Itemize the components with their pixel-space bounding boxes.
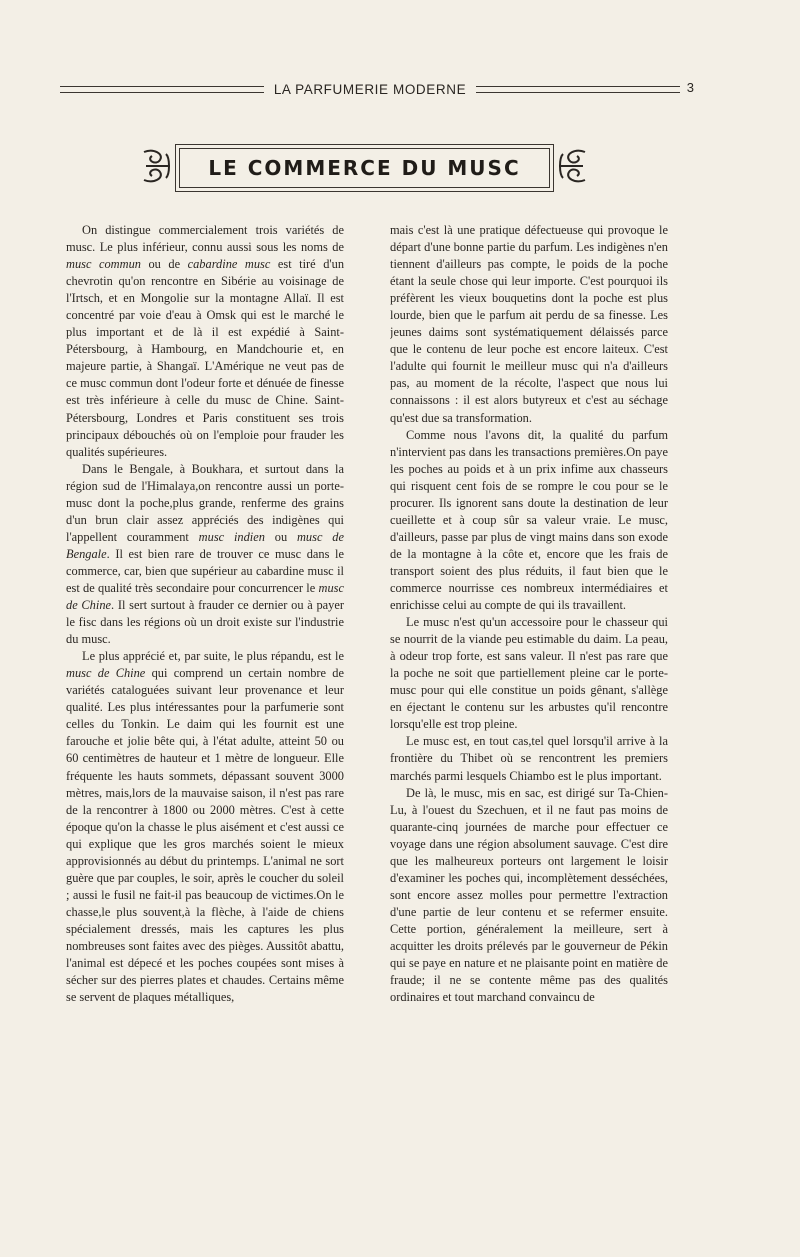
paragraph: Comme nous l'avons dit, la qualité du parfum n'intervient pas dans les transactions premières.On paye les poches au poids et à un prix infime aux chasseurs qui risquent cent fois de se rompre le cou pour se le procurer. Ils ignorent sans doute la destination de leur cueillette et à coup sûr sa valeur vraie. Le musc, d'ailleurs, passe par plus de vingt mains dans son exode de la montagne à la côte et, encore que les frais de transport soient des plus réduits, il faut bien que le commerce nourrisse ces nombreux intermédiaires et enrichisse celui au compte de qui ils travaillent.: [390, 427, 668, 613]
journal-title: LA PARFUMERIE MODERNE: [273, 81, 467, 97]
paragraph: [66, 461, 344, 649]
paragraph: De là, le musc, mis en sac, est dirigé sur Ta-Chien-Lu, à l'ouest du Szechuen, et il ne faut pas moins de quarante-cinq journées de marche pour effectuer ce voyage dans une région absolument sauvage. C'est dire que les malheureux porteurs ont largement le loisir d'examiner les poches qui, incomplètement desséchées, sont encore assez molles pour permettre l'extraction d'une partie de leur contenu et se refermer ensuite. Cette portion, généralement la meilleure, sert à acquitter les droits prélevés par le gouverneur de Pékin qui se paye en nature et ne plaisante point en matière de fraude; il ne se contente même pas des qualités ordinaires et tout marchand convaincu de: [390, 785, 668, 1005]
text-run: ou: [264, 529, 297, 544]
italic-term: musc de Chine: [66, 666, 146, 681]
header-rule-right: [476, 86, 680, 93]
text-run: On distingue commercialement trois variétés de musc. Le plus inférieur, connu aussi sous les noms de: [66, 223, 344, 255]
paragraph: Le musc est, en tout cas,tel quel lorsqu'il arrive à la frontière du Thibet où se rencontrent les premiers marchés parmi lesquels Chiambo est le plus important.: [390, 734, 668, 783]
fleuron-icon: [555, 146, 589, 186]
fleuron-icon: [140, 146, 174, 186]
italic-term: musc indien: [198, 529, 265, 544]
italic-term: musc de Chine: [66, 580, 344, 613]
text-run: Le plus apprécié et, par suite, le plus répandu, est le: [82, 649, 344, 664]
paragraph: [66, 222, 344, 461]
italic-term: cabardine musc: [187, 257, 271, 272]
article-title-box: [175, 144, 554, 192]
text-run: ou de: [140, 257, 188, 272]
paragraph: mais c'est là une pratique défectueuse qui provoque le départ d'une bonne partie du parfum. Les indigènes n'en tiennent d'ailleurs pas compte, le poids de la poche étant la seule chose qui leur importe. C'est pourquoi ils préfèrent les vieux bouquetins dont la poche est plus lourde, bien que le parfum ait perdu de sa finesse. Les jeunes daims sont systématiquement délaissés parce que le contenu de leur poche est encore laiteux. C'est l'adulte qui fournit le meilleur musc qui n'a d'ailleurs pas, au moment de la récolte, l'aspect que nous lui connaissons : il est alors butyreux et c'est au séchage qu'est due sa transformation.: [390, 223, 668, 425]
italic-term: musc de Bengale: [66, 529, 344, 561]
paragraph: Le musc n'est qu'un accessoire pour le chasseur qui se nourrit de la viande peu estimable du daim. La peau, à odeur trop forte, est sans valeur. Il n'est pas rare que la poche ne soit que partiellement pleine car le porte-musc pour qui elle constitue un poids gênant, s'allège en éjectant le contenu sur les arbustes qu'il rencontre lorsqu'elle est trop pleine.: [390, 615, 668, 732]
text-run: Dans le Bengale, à Boukhara, et surtout dans la région sud de l'Himalaya,on rencontre aussi un porte-musc dont la poche,plus grande, renferme des grains d'un brun clair assez appréciés des indigènes qui l'appellent couramment: [66, 461, 344, 544]
text-run: qui comprend un certain nombre de variétés cataloguées suivant leur provenance et leur qualité. Les plus intéressantes pour la parfumerie sont celles du Tonkin. Le daim qui les fournit est une farouche et jolie bête qui, à l'état adulte, atteint 50 ou 60 centimètres de hauteur et 1 mètre de longueur. Elle fréquente les hauts sommets, dépassant souvent 3000 mètres, mais,lors de la mauvaise saison, il n'est pas rare de la rencontrer à 1800 ou 2000 mètres. C'est à cette époque qu'on la chasse le plus aisément et c'est aussi ce qui explique que les gros marchés soient le mieux approvisionnés au début du printemps. L'animal ne sort guère que par couples, le soir, après le coucher du soleil ; aussi le fusil ne fait-il pas beaucoup de victimes.On le chasse,le plus souvent,à la flèche, à l'aide de chiens spécialement dressés, mais les captures les plus nombreuses sont faites avec des pièges. Aussitôt abattu, l'animal est dépecé et les poches coupées sont mises à sécher sur des pierres plates et chaudes. Certains même se servent de plaques métalliques,: [66, 666, 344, 1005]
running-header: [60, 78, 694, 100]
italic-term: musc commun: [66, 257, 141, 272]
paragraph: [66, 648, 344, 1006]
text-run: . Il est bien rare de trouver ce musc dans le commerce, car, bien que supérieur au cabardine musc il est de qualité très secondaire pour concurrencer le: [66, 546, 344, 595]
text-run: . Il sert surtout à frauder ce dernier ou à payer le fisc dans les régions où un droit existe sur l'industrie du musc.: [66, 598, 344, 647]
text-run: est tiré d'un chevrotin qu'on rencontre en Sibérie au voisinage de l'Irtsch, et en Mongolie sur la montagne Allaï. Il est concentré par voie d'eau à Omsk qui est le marché le plus important et de là il est expédié à Saint-Pétersbourg, à Hambourg, en Mandchourie et, en majeure partie, à Shangaï. L'Amérique ne veut pas de ce musc commun dont l'odeur forte et dénuée de finesse est très inférieure à celle du musc de Chine. Saint-Pétersbourg, Londres et Paris constituent ses trois principaux débouchés où on l'emploie pour frauder les qualités supérieures.: [66, 257, 344, 459]
article-title: LE COMMERCE DU MUSC: [208, 156, 521, 180]
left-column: [66, 222, 344, 1107]
page-number: 3: [686, 80, 694, 95]
header-rule-left: [60, 86, 264, 93]
right-column: [390, 222, 668, 1107]
